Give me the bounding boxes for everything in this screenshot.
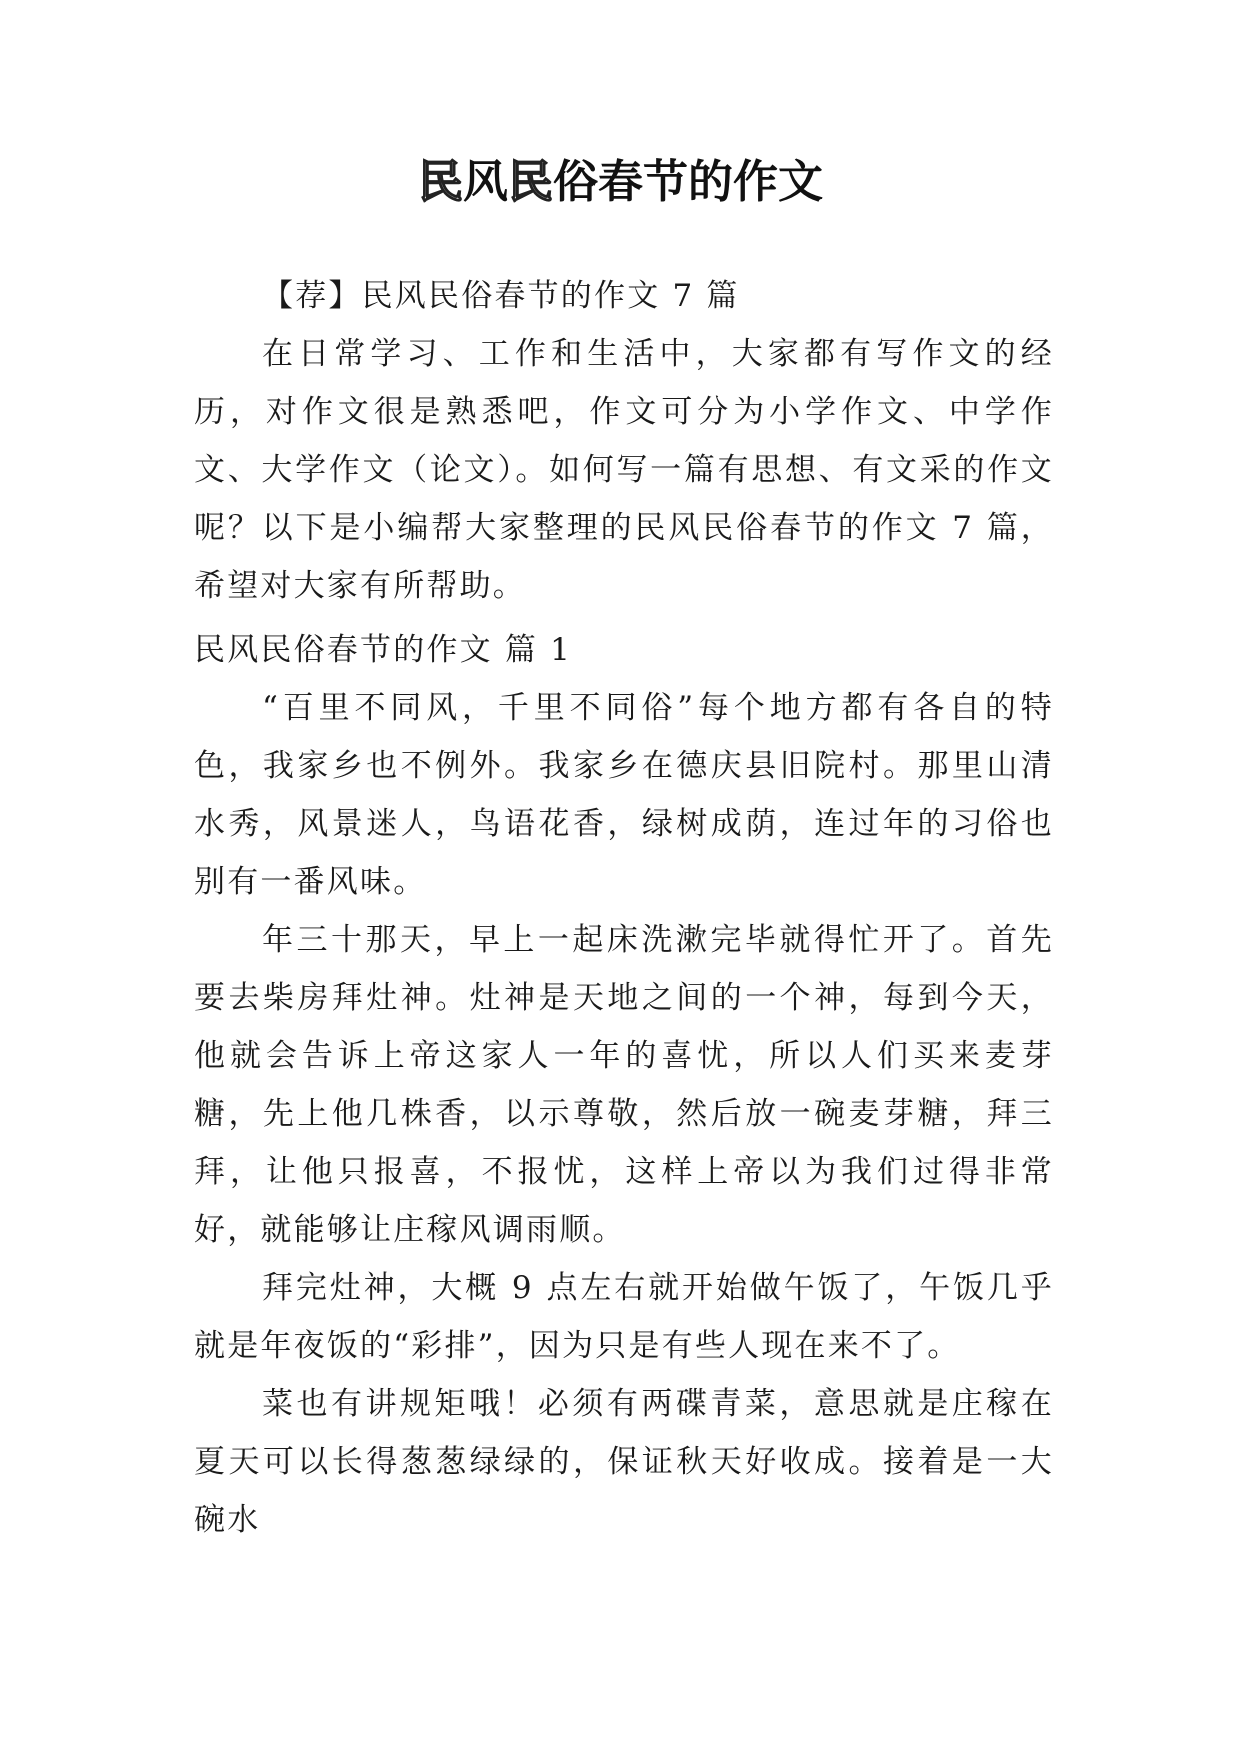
- title-char-outline-1: 民: [417, 155, 463, 208]
- body-paragraph-3: 拜完灶神，大概 9 点左右就开始做午饭了，午饭几乎就是年夜饭的“彩排”，因为只是有些人现在来不了。: [194, 1270, 1054, 1364]
- intro-block: [194, 267, 1054, 615]
- title-rest: 俗春节的作文: [553, 155, 824, 208]
- body-paragraph-2: 年三十那天，早上一起床洗漱完毕就得忙开了。首先要去柴房拜灶神。灶神是天地之间的一个神，每到今天，他就会告诉上帝这家人一年的喜忧，所以人们买来麦芽糖，先上他几株香，以示尊敬，然后放一碗麦芽糖，拜三拜，让他只报喜，不报忧，这样上帝以为我们过得非常好，就能够让庄稼风调雨顺。: [194, 922, 1054, 1248]
- title-char-outline-3: 民: [508, 155, 554, 208]
- title-char-2: 风: [462, 155, 508, 208]
- body-paragraph-1: “百里不同风，千里不同俗”每个地方都有各自的特色，我家乡也不例外。我家乡在德庆县旧院村。那里山清水秀，风景迷人，鸟语花香，绿树成荫，连过年的习俗也别有一番风味。: [194, 690, 1054, 900]
- section-heading: 民风民俗春节的作文 篇 1: [194, 632, 573, 668]
- body-paragraph-4: 菜也有讲规矩哦！必须有两碟青菜，意思就是庄稼在夏天可以长得葱葱绿绿的，保证秋天好收成。接着是一大碗水: [194, 1386, 1054, 1538]
- intro-paragraph: 在日常学习、工作和生活中，大家都有写作文的经历，对作文很是熟悉吧，作文可分为小学作文、中学作文、大学作文（论文）。如何写一篇有思想、有文采的作文呢？以下是小编帮大家整理的民风民俗春节的作文 7 篇，希望对大家有所帮助。: [194, 336, 1054, 604]
- section-block: [194, 621, 1054, 1549]
- recommend-line: 【荐】民风民俗春节的作文 7 篇: [262, 278, 740, 314]
- document-title: [0, 150, 1241, 214]
